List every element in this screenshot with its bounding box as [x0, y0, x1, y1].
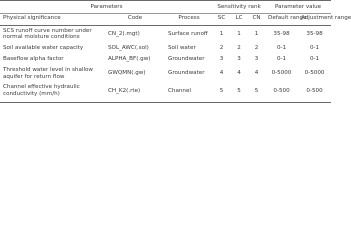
- header-parameter-value: Parameter value: [265, 1, 331, 14]
- cell-physical-significance: Soil available water capacity: [3, 45, 84, 52]
- cell-adjustment-range: 35-98: [306, 30, 323, 37]
- cell-default-range: 0-1: [276, 55, 287, 62]
- cell-rank-cn: 5: [248, 82, 265, 102]
- cell-process: Groundwater: [168, 55, 205, 62]
- cell-rank-sc: 4: [219, 70, 224, 77]
- cell-code: CN_2(.mgt): [108, 30, 140, 37]
- cell-rank-sc: 5: [213, 82, 230, 102]
- cell-process: Soil water: [168, 45, 196, 52]
- cell-adjustment-range: 0-1: [309, 45, 320, 52]
- cell-rank-lc: 5: [230, 82, 248, 102]
- cell-default-range: 0-500: [265, 82, 298, 102]
- cell-code: ALPHA_BF(.gw): [108, 55, 151, 62]
- cell-code: SOL_AWC(.sol): [108, 45, 149, 52]
- cell-rank-sc: 3: [219, 55, 224, 62]
- col-adjustment-range: Adjustment range: [298, 13, 331, 25]
- cell-default-range: 0-5000: [271, 70, 292, 77]
- cell-physical-significance: Channel effective hydraulic conductivity (mm/h): [0, 82, 105, 102]
- cell-rank-cn: 3: [254, 55, 259, 62]
- cell-code: CH_K2(.rte): [105, 82, 165, 102]
- cell-process: Channel: [165, 82, 213, 102]
- cell-default-range: 0-1: [276, 45, 287, 52]
- cell-rank-sc: 1: [219, 30, 224, 37]
- cell-rank-cn: 1: [254, 30, 259, 37]
- table-body: [0, 25, 331, 102]
- parameter-table: [0, 0, 351, 103]
- col-physical-significance: Physical significance: [0, 13, 105, 25]
- cell-rank-lc: 2: [237, 45, 241, 52]
- table-row: [0, 54, 331, 65]
- table-row: [0, 43, 331, 54]
- cell-rank-cn: 2: [254, 45, 259, 52]
- cell-rank-sc: 2: [219, 45, 224, 52]
- cell-adjustment-range: 0-500: [298, 82, 331, 102]
- cell-rank-cn: 4: [254, 70, 259, 77]
- header-sensitivity-rank: Sensitivity rank: [213, 1, 265, 14]
- table-row: [0, 25, 331, 43]
- header-row-groups: [0, 1, 331, 14]
- cell-process: Groundwater: [168, 70, 205, 77]
- header-row-columns: [0, 13, 331, 25]
- header-parameters: Parameters: [0, 1, 213, 14]
- col-cn: CN: [248, 13, 265, 25]
- cell-rank-lc: 1: [237, 30, 241, 37]
- cell-physical-significance: Baseflow alpha factor: [3, 55, 64, 62]
- cell-adjustment-range: 0-1: [309, 55, 320, 62]
- cell-physical-significance: Threshold water level in shallow aquifer for return flow: [3, 66, 94, 80]
- table-row: [0, 65, 331, 83]
- cell-code: GWQMN(.gw): [108, 70, 146, 77]
- cell-physical-significance: SCS runoff curve number under normal moisture conditions: [3, 27, 92, 41]
- col-lc: LC: [230, 13, 248, 25]
- col-default-range: Default range: [265, 13, 298, 25]
- col-code: Code: [105, 13, 165, 25]
- table-row: [0, 82, 331, 102]
- cell-process: Surface runoff: [168, 30, 208, 37]
- cell-rank-lc: 3: [237, 55, 241, 62]
- cell-adjustment-range: 0-5000: [304, 70, 325, 77]
- cell-rank-lc: 4: [237, 70, 241, 77]
- col-process: Process: [165, 13, 213, 25]
- cell-default-range: 35-98: [273, 30, 290, 37]
- col-sc: SC: [213, 13, 230, 25]
